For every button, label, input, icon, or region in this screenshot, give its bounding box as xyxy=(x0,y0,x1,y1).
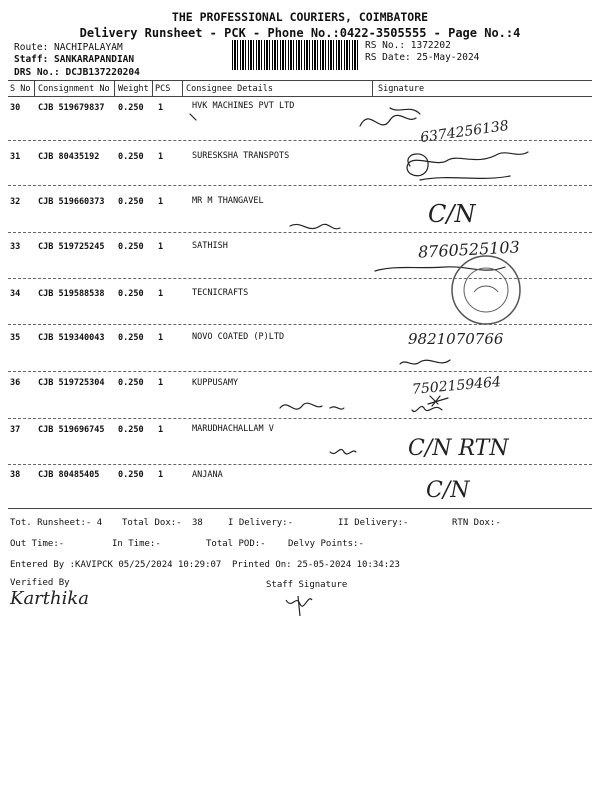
handwritten-phone-35: 9821070766 xyxy=(408,330,504,348)
row-consignee: HVK MACHINES PVT LTD xyxy=(192,101,295,111)
handwritten-phone-33: 8760525103 xyxy=(417,237,521,262)
row-sno: 30 xyxy=(10,103,21,113)
total-pod: Total POD:- xyxy=(206,539,266,549)
in-time: In Time:- xyxy=(112,539,161,549)
row-consignment: CJB 519725304 xyxy=(38,378,105,388)
col-divider xyxy=(372,80,373,96)
row-consignee: SURESKSHA TRANSPOTS xyxy=(192,151,290,161)
entered-by: Entered By :KAVIPCK 05/25/2024 10:29:07 xyxy=(10,560,222,570)
row-consignment: CJB 519340043 xyxy=(38,333,105,343)
row-consignee: MARUDHACHALLAM V xyxy=(192,424,274,434)
handwritten-cn-32: C/N xyxy=(428,200,476,228)
row-consignment: CJB 519588538 xyxy=(38,289,105,299)
row-pcs: 1 xyxy=(158,333,164,343)
row-pcs: 1 xyxy=(158,289,164,299)
verifier-signature: Karthika xyxy=(10,588,90,609)
row-pcs: 1 xyxy=(158,470,164,480)
row-consignment: CJB 519725245 xyxy=(38,242,105,252)
row-consignee: SATHISH xyxy=(192,241,228,251)
col-divider xyxy=(152,80,153,96)
total-dox-value: 38 xyxy=(192,518,203,528)
row-weight: 0.250 xyxy=(118,378,144,388)
row-weight: 0.250 xyxy=(118,197,144,207)
i-delivery: I Delivery:- xyxy=(228,518,294,528)
row-consignment: CJB 519696745 xyxy=(38,425,105,435)
rs-date: RS Date: 25-May-2024 xyxy=(365,52,480,63)
barcode xyxy=(232,40,358,70)
drs-number: DRS No.: DCJB137220204 xyxy=(14,67,140,78)
verified-by: Verified By xyxy=(10,578,70,588)
total-dox-label: Total Dox:- xyxy=(122,518,182,528)
col-divider xyxy=(182,80,183,96)
runsheet-title: Delivery Runsheet - PCK - Phone No.:0422-3505555 - Page No.:4 xyxy=(79,26,521,40)
rtn-dox: RTN Dox:- xyxy=(452,518,501,528)
row-sno: 32 xyxy=(10,197,21,207)
row-pcs: 1 xyxy=(158,103,164,113)
staff-signature-label: Staff Signature xyxy=(266,580,348,590)
row-pcs: 1 xyxy=(158,152,164,162)
company-stamp xyxy=(448,252,524,328)
row-consignee: TECNICRAFTS xyxy=(192,288,249,298)
row-weight: 0.250 xyxy=(118,289,144,299)
col-divider xyxy=(114,80,115,96)
staff-label: Staff: SANKARAPANDIAN xyxy=(14,54,135,65)
row-sno: 37 xyxy=(10,425,21,435)
row-consignee: MR M THANGAVEL xyxy=(192,196,264,206)
out-time: Out Time:- xyxy=(10,539,65,549)
row-consignment: CJB 519660373 xyxy=(38,197,105,207)
row-sno: 35 xyxy=(10,333,21,343)
ii-delivery: II Delivery:- xyxy=(338,518,409,528)
row-weight: 0.250 xyxy=(118,103,144,113)
rs-number: RS No.: 1372202 xyxy=(365,40,451,51)
row-sno: 31 xyxy=(10,152,21,162)
row-weight: 0.250 xyxy=(118,333,144,343)
row-consignee: NOVO COATED (P)LTD xyxy=(192,332,285,342)
row-pcs: 1 xyxy=(158,378,164,388)
staff-signature xyxy=(282,590,322,620)
handwritten-cn-38: C/N xyxy=(426,478,470,503)
delvy-points: Delvy Points:- xyxy=(288,539,364,549)
row-consignment: CJB 80435192 xyxy=(38,152,100,162)
table-top-rule xyxy=(8,80,592,81)
col-header-pcs: PCS xyxy=(155,84,171,94)
col-header-sno: S No xyxy=(10,84,31,94)
printed-on: Printed On: 25-05-2024 10:34:23 xyxy=(232,560,400,570)
col-header-weight: Weight xyxy=(118,84,149,94)
handwritten-phone-36: 7502159464 xyxy=(411,374,502,398)
tot-runsheet: Tot. Runsheet:- 4 xyxy=(10,518,103,528)
row-sno: 33 xyxy=(10,242,21,252)
col-header-signature: Signature xyxy=(378,84,425,94)
handwritten-cn-rtn-37: C/N RTN xyxy=(408,436,509,461)
route-label: Route: NACHIPALAYAM xyxy=(14,42,123,53)
row-weight: 0.250 xyxy=(118,425,144,435)
col-divider xyxy=(34,80,35,96)
col-header-consignment: Consignment No xyxy=(38,84,110,94)
handwritten-phone-30: 6374256138 xyxy=(419,117,510,147)
row-weight: 0.250 xyxy=(118,470,144,480)
row-sno: 36 xyxy=(10,378,21,388)
handwritten-signatures xyxy=(180,96,600,516)
col-header-consignee: Consignee Details xyxy=(186,84,273,94)
row-pcs: 1 xyxy=(158,425,164,435)
row-consignment: CJB 80485405 xyxy=(38,470,100,480)
row-weight: 0.250 xyxy=(118,152,144,162)
row-weight: 0.250 xyxy=(118,242,144,252)
company-title: THE PROFESSIONAL COURIERS, COIMBATORE xyxy=(171,10,429,24)
row-sno: 34 xyxy=(10,289,21,299)
row-sno: 38 xyxy=(10,470,21,480)
row-pcs: 1 xyxy=(158,242,164,252)
row-consignment: CJB 519679837 xyxy=(38,103,105,113)
row-consignee: KUPPUSAMY xyxy=(192,378,239,388)
row-pcs: 1 xyxy=(158,197,164,207)
row-consignee: ANJANA xyxy=(192,470,223,480)
